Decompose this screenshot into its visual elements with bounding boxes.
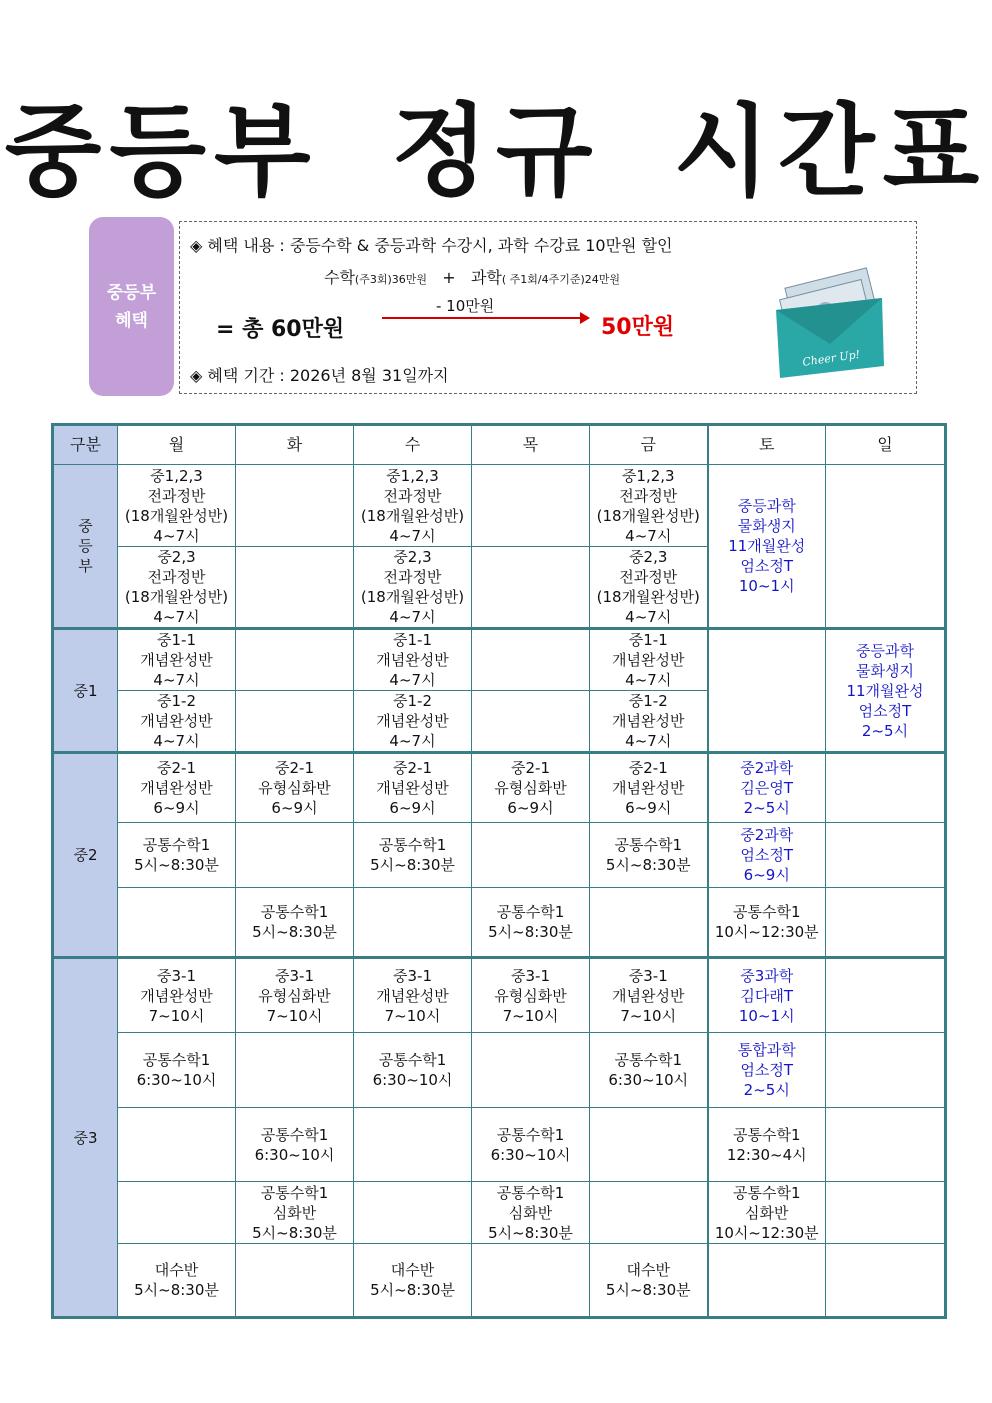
empty-cell <box>354 888 472 958</box>
empty-cell <box>590 1182 708 1244</box>
empty-cell <box>236 1244 354 1318</box>
empty-cell <box>826 823 946 888</box>
empty-cell <box>826 753 946 823</box>
class-cell: 공통수학1 5시~8:30분 <box>590 823 708 888</box>
table-row <box>53 1182 946 1244</box>
table-row <box>53 753 946 823</box>
class-cell: 대수반 5시~8:30분 <box>118 1244 236 1318</box>
class-cell: 중3-1 개념완성반 7~10시 <box>590 958 708 1033</box>
empty-cell <box>472 1244 590 1318</box>
empty-cell <box>826 1182 946 1244</box>
class-cell: 공통수학1 12:30~4시 <box>708 1108 826 1182</box>
class-cell: 공통수학1 5시~8:30분 <box>118 823 236 888</box>
table-row <box>53 888 946 958</box>
class-cell: 중2,3 전과정반 (18개월완성반) 4~7시 <box>354 547 472 629</box>
empty-cell <box>708 1244 826 1318</box>
class-cell: 중2-1 개념완성반 6~9시 <box>354 753 472 823</box>
header-sat: 토 <box>708 425 826 465</box>
class-cell: 공통수학1 6:30~10시 <box>590 1033 708 1108</box>
header-wed: 수 <box>354 425 472 465</box>
class-cell: 공통수학1 6:30~10시 <box>472 1108 590 1182</box>
header-thu: 목 <box>472 425 590 465</box>
timetable <box>51 423 947 1319</box>
class-cell: 중2-1 유형심화반 6~9시 <box>472 753 590 823</box>
class-cell: 중1,2,3 전과정반 (18개월완성반) 4~7시 <box>590 465 708 547</box>
table-row <box>53 1108 946 1182</box>
class-cell: 공통수학1 6:30~10시 <box>236 1108 354 1182</box>
class-cell: 공통수학1 심화반 5시~8:30분 <box>236 1182 354 1244</box>
empty-cell <box>826 1033 946 1108</box>
page-title: 중등부 정규 시간표 <box>4 93 988 210</box>
class-cell: 공통수학1 5시~8:30분 <box>236 888 354 958</box>
empty-cell <box>118 1182 236 1244</box>
table-row <box>53 958 946 1033</box>
class-cell: 중2과학 엄소정T 6~9시 <box>708 823 826 888</box>
class-cell: 중등과학 물화생지 11개월완성 엄소정T 10~1시 <box>708 465 826 629</box>
benefit-breakdown <box>324 265 620 288</box>
empty-cell <box>472 547 590 629</box>
class-cell: 중1,2,3 전과정반 (18개월완성반) 4~7시 <box>354 465 472 547</box>
badge-line2: 혜택 <box>115 310 148 331</box>
card-text: Cheer Up! <box>801 347 861 369</box>
table-row <box>53 823 946 888</box>
empty-cell <box>826 888 946 958</box>
table-row <box>53 1244 946 1318</box>
empty-cell <box>826 465 946 629</box>
total-price: = 총 60만원 <box>216 317 345 342</box>
class-cell: 중1-1 개념완성반 4~7시 <box>590 629 708 691</box>
class-cell: 공통수학1 5시~8:30분 <box>472 888 590 958</box>
discounted-price: 50만원 <box>601 315 675 340</box>
empty-cell <box>118 1108 236 1182</box>
header-fri: 금 <box>590 425 708 465</box>
benefit-period: ◈ 혜택 기간 : 2026년 8월 31일까지 <box>190 366 449 385</box>
empty-cell <box>472 465 590 547</box>
class-cell: 중1,2,3 전과정반 (18개월완성반) 4~7시 <box>118 465 236 547</box>
empty-cell <box>472 691 590 753</box>
empty-cell <box>236 547 354 629</box>
class-cell: 중3-1 개념완성반 7~10시 <box>118 958 236 1033</box>
empty-cell <box>590 888 708 958</box>
group-m1: 중1 <box>53 629 118 753</box>
empty-cell <box>826 958 946 1033</box>
empty-cell <box>118 888 236 958</box>
table-row <box>53 629 946 691</box>
arrow-icon <box>382 317 580 319</box>
group-m2: 중2 <box>53 753 118 958</box>
empty-cell <box>236 465 354 547</box>
empty-cell <box>472 629 590 691</box>
empty-cell <box>236 691 354 753</box>
empty-cell <box>236 629 354 691</box>
class-cell: 중3-1 유형심화반 7~10시 <box>236 958 354 1033</box>
empty-cell <box>354 1108 472 1182</box>
math-label: 수학 <box>324 268 355 287</box>
class-cell: 중1-2 개념완성반 4~7시 <box>590 691 708 753</box>
empty-cell <box>236 1033 354 1108</box>
class-cell: 중3과학 김다래T 10~1시 <box>708 958 826 1033</box>
science-detail: ( 주1회/4주기준)24만원 <box>501 273 621 286</box>
header-sun: 일 <box>826 425 946 465</box>
class-cell: 중1-1 개념완성반 4~7시 <box>118 629 236 691</box>
group-m3: 중3 <box>53 958 118 1318</box>
benefit-badge <box>89 217 174 396</box>
header-mon: 월 <box>118 425 236 465</box>
class-cell: 공통수학1 6:30~10시 <box>118 1033 236 1108</box>
class-cell: 공통수학1 6:30~10시 <box>354 1033 472 1108</box>
class-cell: 중1-1 개념완성반 4~7시 <box>354 629 472 691</box>
empty-cell <box>708 629 826 753</box>
table-row <box>53 1033 946 1108</box>
class-cell: 대수반 5시~8:30분 <box>590 1244 708 1318</box>
empty-cell <box>826 1244 946 1318</box>
benefit-content: ◈ 혜택 내용 : 중등수학 & 중등과학 수강시, 과학 수강료 10만원 할인 <box>190 236 673 255</box>
class-cell: 중2-1 개념완성반 6~9시 <box>590 753 708 823</box>
class-cell: 공통수학1 10시~12:30분 <box>708 888 826 958</box>
class-cell: 중1-2 개념완성반 4~7시 <box>354 691 472 753</box>
badge-line1: 중등부 <box>106 282 157 303</box>
class-cell: 공통수학1 심화반 5시~8:30분 <box>472 1182 590 1244</box>
class-cell: 중2-1 유형심화반 6~9시 <box>236 753 354 823</box>
class-cell: 대수반 5시~8:30분 <box>354 1244 472 1318</box>
empty-cell <box>472 1033 590 1108</box>
header-tue: 화 <box>236 425 354 465</box>
plus-sign: + <box>442 268 456 287</box>
group-middle-all: 중 등 부 <box>53 465 118 629</box>
class-cell: 중2,3 전과정반 (18개월완성반) 4~7시 <box>590 547 708 629</box>
math-detail: (주3회)36만원 <box>354 273 428 286</box>
class-cell: 중2과학 김은영T 2~5시 <box>708 753 826 823</box>
empty-cell <box>590 1108 708 1182</box>
class-cell: 중3-1 유형심화반 7~10시 <box>472 958 590 1033</box>
empty-cell <box>354 1182 472 1244</box>
class-cell: 중2-1 개념완성반 6~9시 <box>118 753 236 823</box>
empty-cell <box>236 823 354 888</box>
money-envelope-icon <box>770 262 890 382</box>
table-row <box>53 465 946 547</box>
empty-cell <box>472 823 590 888</box>
science-label: 과학 <box>470 268 502 287</box>
class-cell: 중2,3 전과정반 (18개월완성반) 4~7시 <box>118 547 236 629</box>
class-cell: 중1-2 개념완성반 4~7시 <box>118 691 236 753</box>
class-cell: 공통수학1 심화반 10시~12:30분 <box>708 1182 826 1244</box>
class-cell: 중3-1 개념완성반 7~10시 <box>354 958 472 1033</box>
discount-label: - 10만원 <box>436 297 495 315</box>
empty-cell <box>826 1108 946 1182</box>
header-category: 구분 <box>53 425 118 465</box>
header-row <box>53 425 946 465</box>
class-cell: 공통수학1 5시~8:30분 <box>354 823 472 888</box>
class-cell: 통합과학 엄소정T 2~5시 <box>708 1033 826 1108</box>
class-cell: 중등과학 물화생지 11개월완성 엄소정T 2~5시 <box>826 629 946 753</box>
